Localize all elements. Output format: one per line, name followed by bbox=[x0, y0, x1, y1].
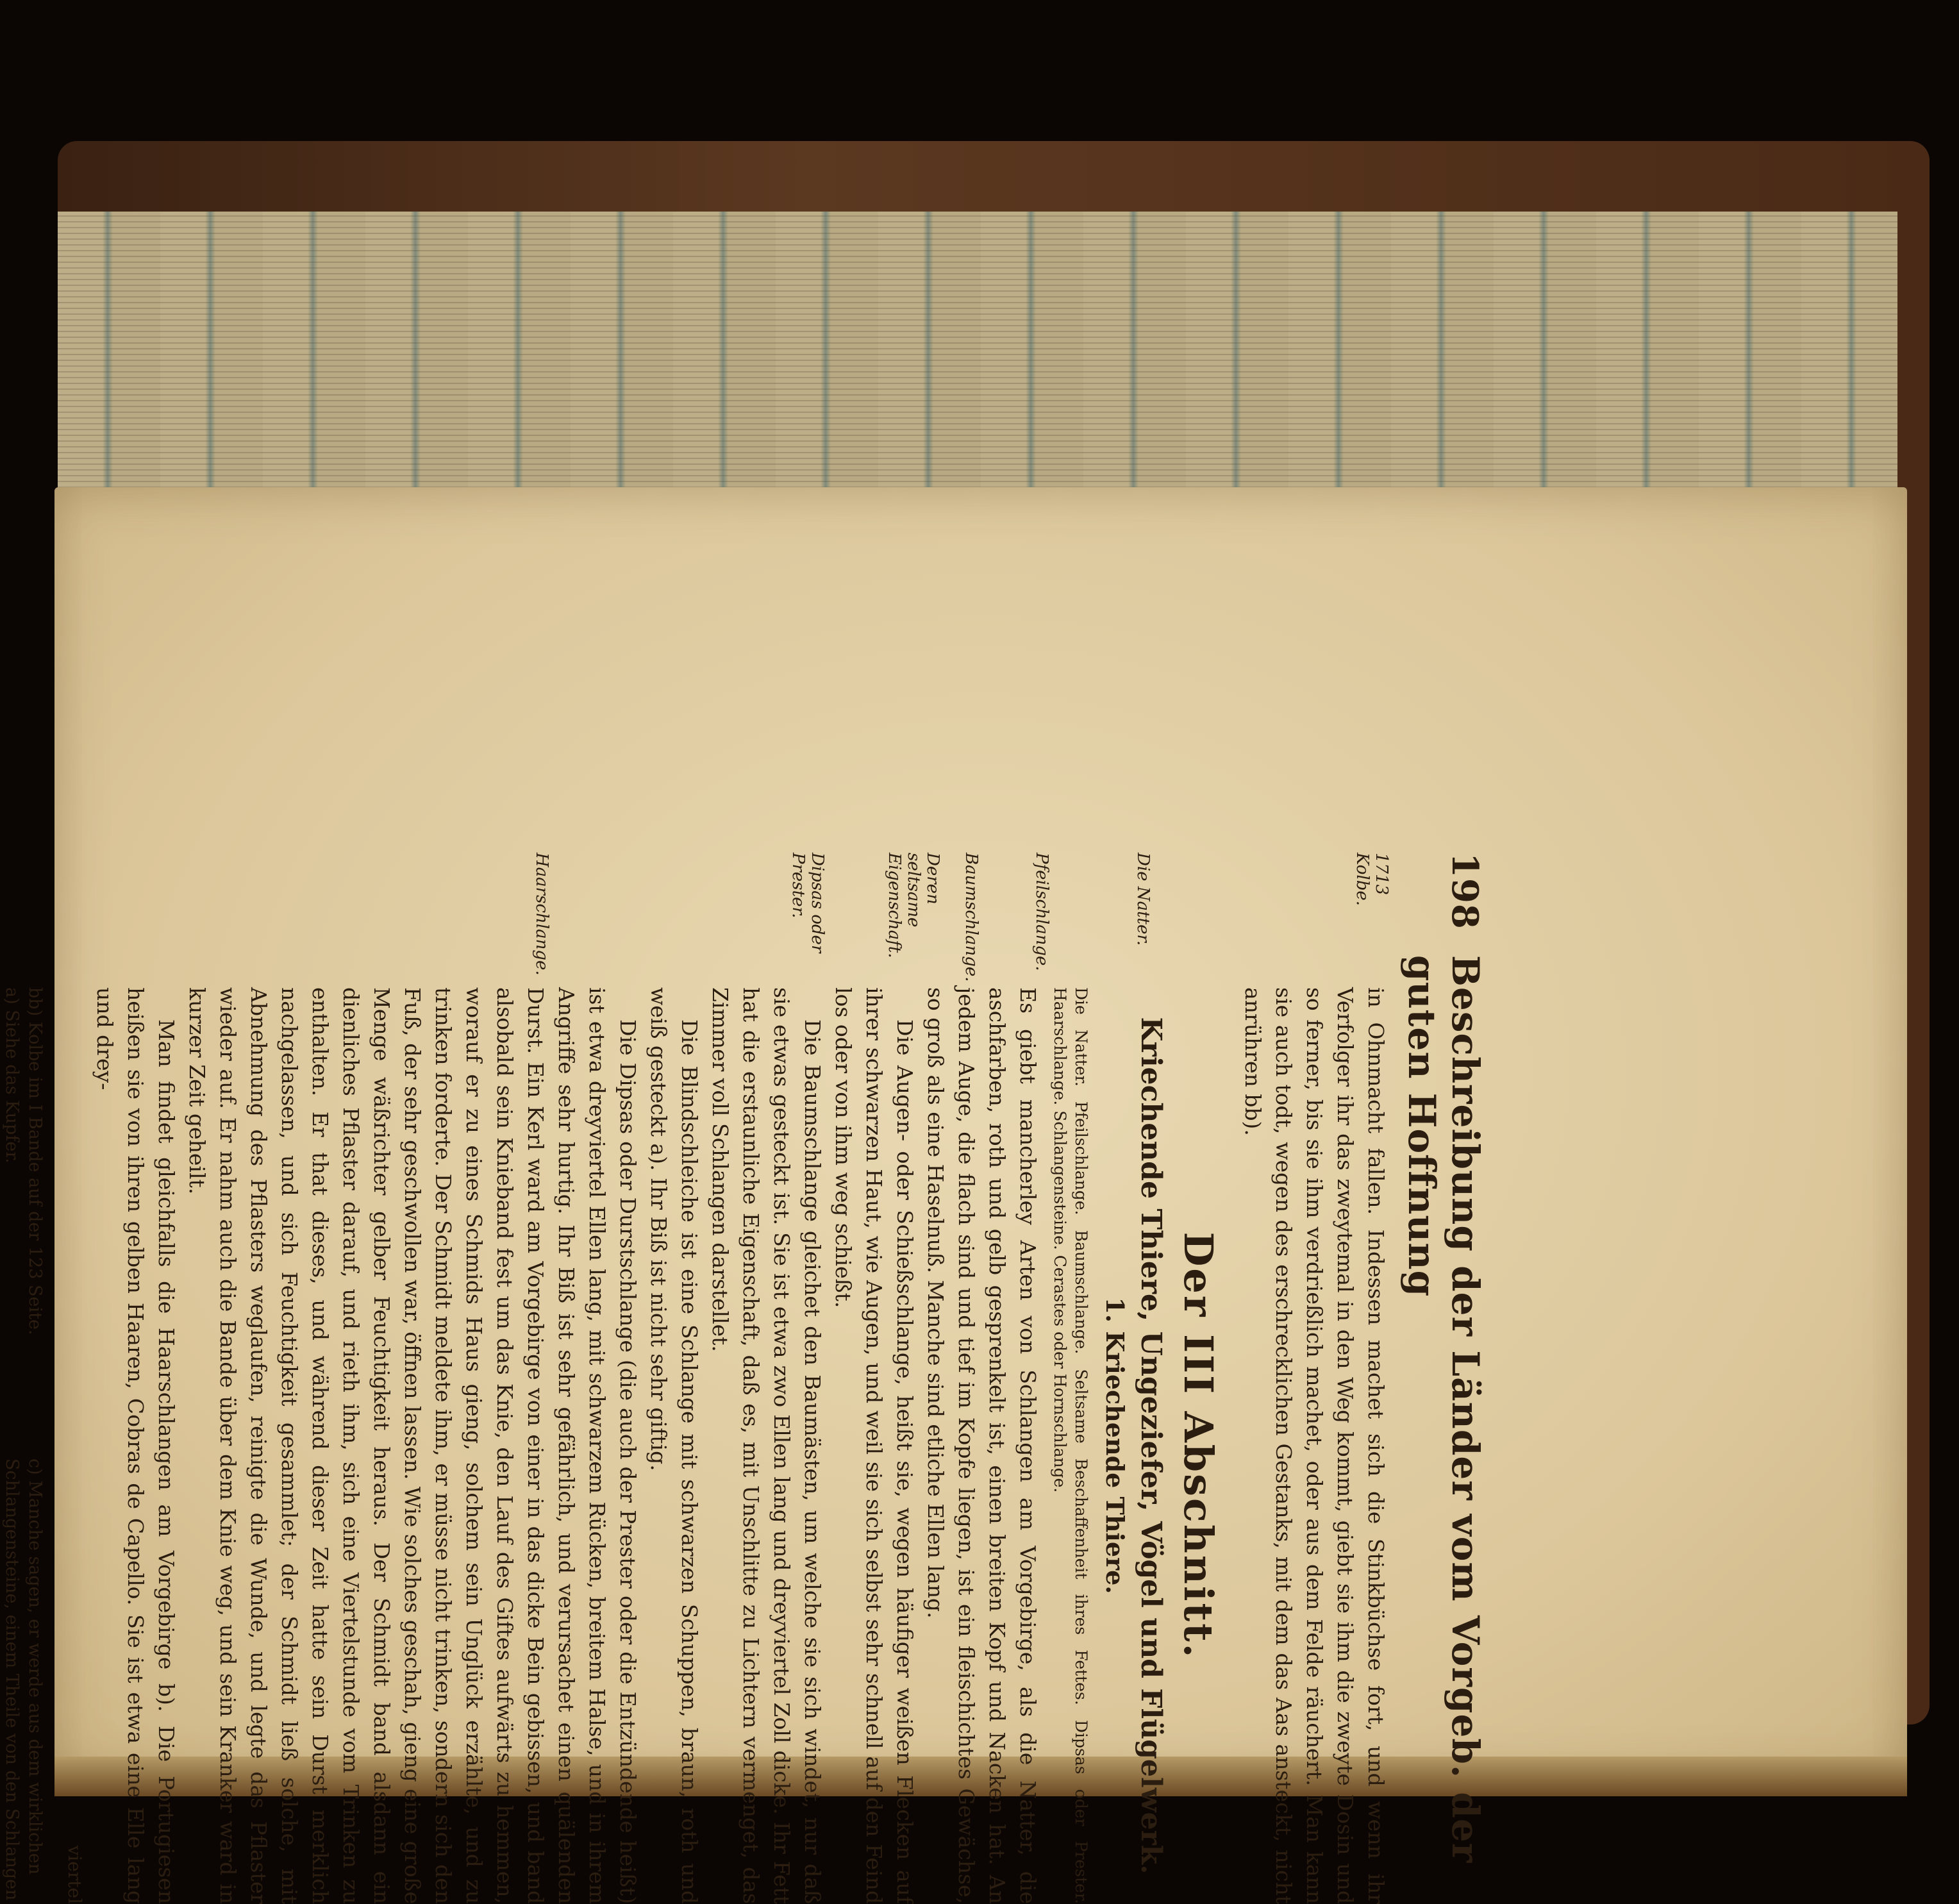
running-header bbox=[1400, 853, 1487, 1904]
paragraph-pfeilschlange: Die Augen- oder Schießschlange, heißt sie, wegen häufiger weißen Flecken auf ihrer schwarzen Haut, wie Augen, und weil sie sich selbst sehr schnell auf den Feind los oder von ihm weg schießt. bbox=[831, 987, 917, 1904]
margin-note-pfeilschlange: Pfeilschlange. bbox=[1032, 853, 1051, 971]
footnotes bbox=[0, 987, 46, 1904]
page-edges bbox=[58, 212, 1897, 497]
paragraph-blindschleiche: Die Blindschleiche ist eine Schlange mit schwarzen Schuppen, braun, roth und weiß gesteckt a). Ihr Biß ist nicht sehr giftig. bbox=[646, 987, 702, 1904]
subsection-title: 1. Kriechende Thiere. bbox=[1101, 1297, 1130, 1594]
page-number: 198 bbox=[1444, 853, 1486, 930]
section-title: Der III Abschnitt. bbox=[1175, 1232, 1222, 1660]
body-text bbox=[0, 853, 1391, 1904]
paragraph-baumschlange: Die Baumschlange gleichet den Baumästen, um welche sie sich windet, nur daß sie etwas gesteckt ist. Sie ist etwa zwo Ellen lang und dreyviertel Zoll dicke. Ihr Fett hat die erstaunliche Eigenschaft, daß es, mit Unschlitte zu Lichtern vermenget, das Zimmer voll Schlangen darstellet. bbox=[708, 987, 825, 1904]
page-edge-lines bbox=[58, 212, 1897, 494]
summary-names: Die Natter. Pfeilschlange. Baumschlange. Seltsame Beschaffenheit ihres Fettes. Dipsas oder Prester. Haarschlange. Schlangensteine. Cerastes oder Hornschlange. bbox=[1051, 987, 1090, 1904]
margin-year: 1713 bbox=[1372, 853, 1391, 896]
catchword: viertel bbox=[64, 1845, 85, 1904]
margin-note-dipsas: Dipsas oder Prester. bbox=[788, 853, 827, 953]
footnotes-left bbox=[0, 987, 46, 1433]
margin-note-haarschlange: Haarschlange. bbox=[532, 853, 551, 976]
footnote: a) Siehe das Kupfer. bbox=[2, 987, 22, 1164]
paragraph-natter: Es giebt mancherley Arten von Schlangen am Vorgebirge, als die Natter, die aschfarben, roth und gelb gesprenkelt ist, einen breiten Kopf und Nacken hat. An jedem Auge, die flach sind und tief im Kopfe liegen, ist ein fleischichtes Gewächse, so groß als eine Haselnuß. Manche sind etliche Ellen lang. bbox=[923, 987, 1040, 1904]
footnote: bb) Kolbe im I Bande auf der 123 Seite. bbox=[25, 987, 45, 1335]
printed-text-block bbox=[2, 853, 1487, 1904]
paragraph-dipsas: Die Dipsas oder Durstschlange (die auch der Prester oder die Entzündende heißt) ist etwa dreyviertel Ellen lang, mit schwarzem Rücken, breitem Halse, und in ihrem Angriffe sehr hurtig. Ihr Biß ist sehr gefährlich, und verursachet einen quälenden Durst. Ein Kerl ward am Vorgebirge von einer in das dicke Bein gebissen, und band alsobald sein Knieband fest um das Knie, den Lauf des Giftes aufwärts zu hemmen, worauf er zu eines Schmids Haus gieng, solchem sein Unglück erzählte, und zu trinken forderte. Der Schmidt meldete ihm, er müsse nicht trinken, sondern sich den Fuß, der sehr geschwollen war, öffnen lassen. Wie solches geschah, gieng eine große Menge wäßrichter gelber Feuchtigkeit heraus. Der Schmidt band alsdann ein dienliches Pflaster darauf, und rieth ihm, sich eine Viertelstunde vom Trinken zu enthalten. Er that dieses, und während dieser Zeit hatte sein Durst merklich nachgelassen, und sich Feuchtigkeit gesammlet; der Schmidt ließ solche, mit Abnehmung des Pflasters weglaufen, reinigte die Wunde, und legte das Pflaster wieder auf. Er nahm auch die Bande über dem Knie weg, und sein Kranker ward in kurzer Zeit geheilt. bbox=[185, 987, 640, 1904]
paragraph-haarschlange: Man findet gleichfalls die Haarschlangen am Vorgebirge b). Die Portugiesen heißen sie von ihren gelben Haaren, Cobras de Capello. Sie ist etwa eine Elle lang und drey- bbox=[92, 987, 179, 1904]
running-title: Beschreibung der Länder vom Vorgeb. der guten Hoffnung bbox=[1400, 955, 1487, 1864]
margin-note-eigenschaft: Deren seltsame Eigenschaft. bbox=[885, 853, 942, 958]
margin-note-natter: Die Natter. bbox=[1133, 853, 1153, 946]
opening-paragraph: in Ohnmacht fallen. Indessen machet sich die Stinkbüchse fort, und wenn ihr Verfolger ihr das zweytemal in den Weg kommt, giebt sie ihm die zweyte Dosin und so ferner, bis sie ihm verdrießlich machet, oder aus dem Felde räuchert. Man kann sie auch todt, wegen des erschrecklichen Gestanks, mit dem das Aas ansteckt, nicht anrühren bb). bbox=[1240, 987, 1388, 1904]
footnote: c) Manche sagen, er werde aus dem wirklichen Schlangensteine, einem Theile von den Schlangen bbox=[2, 1458, 45, 1901]
margin-note-baumschlange: Baumschlange. bbox=[962, 853, 981, 982]
section-subtitle: Kriechende Thiere, Ungeziefer, Vögel und Flügelwerk. bbox=[1135, 1017, 1167, 1875]
footnotes-right bbox=[0, 1458, 46, 1904]
margin-author: Kolbe. bbox=[1353, 853, 1372, 906]
margin-note-year bbox=[1353, 853, 1391, 974]
